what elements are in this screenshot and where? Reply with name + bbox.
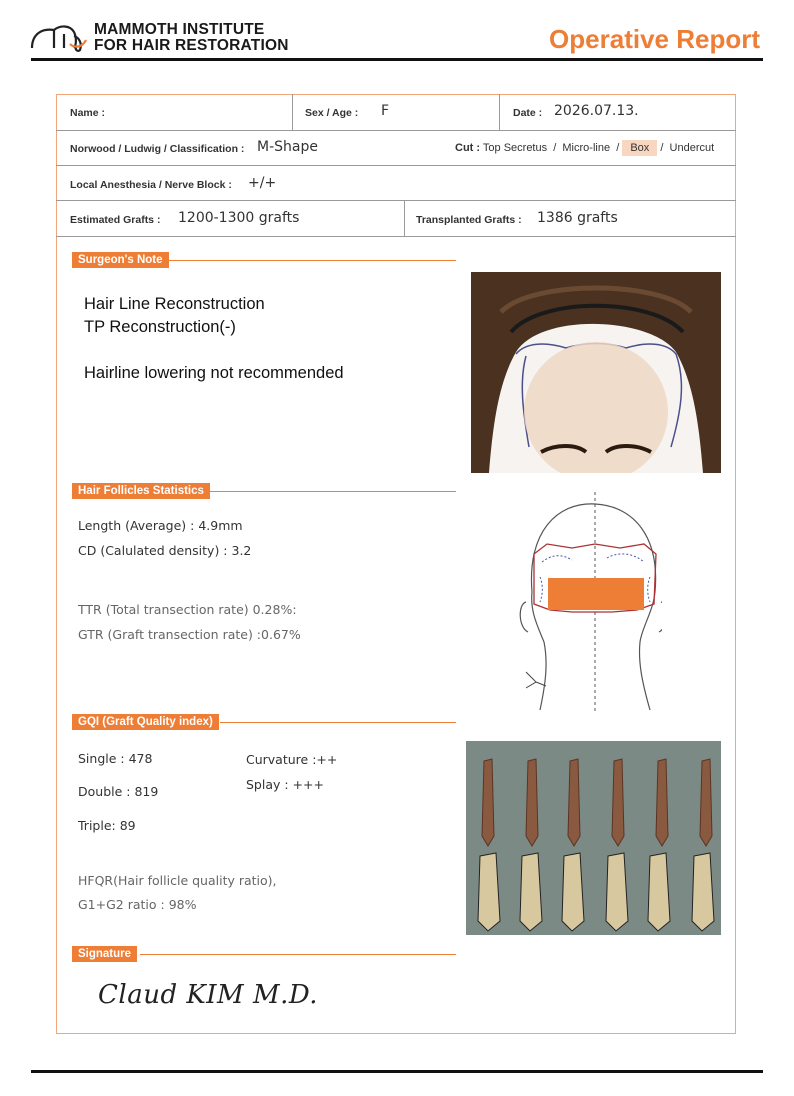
sex-age-field[interactable]: F: [381, 103, 390, 119]
grafts-photo: [466, 741, 721, 935]
gqi-curvature: Curvature :++: [246, 752, 338, 767]
total-transection-rate: TTR (Total transection rate) 0.28%:: [78, 602, 297, 617]
col-divider: [404, 200, 405, 236]
section-rule: [220, 722, 456, 723]
cut-options: Cut : Top Secretus / Micro-line / Box / Undercut: [455, 142, 715, 154]
footer-rule: [31, 1070, 763, 1073]
row-divider: [56, 165, 736, 166]
col-divider: [292, 94, 293, 130]
mammoth-logo-icon: [30, 22, 88, 52]
hfqr-line2: G1+G2 ratio : 98%: [78, 897, 197, 912]
note-line: [84, 339, 344, 362]
sex-age-label: Sex / Age :: [305, 107, 359, 119]
cut-label: Cut :: [455, 142, 481, 154]
header-rule: [31, 58, 763, 61]
institute-name-line2: FOR HAIR RESTORATION: [94, 37, 289, 54]
surgeons-note-text: [84, 293, 344, 385]
hairline-photo: [471, 272, 721, 473]
row-divider: [56, 130, 736, 131]
note-line: TP Reconstruction(-): [84, 318, 236, 336]
note-line: Hairline lowering not recommended: [84, 364, 344, 382]
donor-box: [548, 578, 644, 610]
classification-label: Norwood / Ludwig / Classification :: [70, 143, 245, 155]
estimated-grafts-label: Estimated Grafts :: [70, 214, 161, 226]
gqi-heading: GQI (Graft Quality index): [72, 714, 219, 730]
section-rule: [166, 260, 456, 261]
gqi-splay: Splay : +++: [246, 777, 324, 792]
follicle-stats-heading: Hair Follicles Statistics: [72, 483, 210, 499]
col-divider: [499, 94, 500, 130]
section-rule: [208, 491, 456, 492]
classification-field[interactable]: M-Shape: [257, 139, 318, 155]
surgeons-note-heading: Surgeon's Note: [72, 252, 169, 268]
date-field[interactable]: 2026.07.13.: [554, 103, 639, 119]
section-rule: [140, 954, 456, 955]
report-title: Operative Report: [549, 24, 760, 54]
institute-name-line1: MAMMOTH INSTITUTE: [94, 21, 265, 38]
estimated-grafts-field[interactable]: 1200-1300 grafts: [178, 210, 300, 226]
transplanted-grafts-field[interactable]: 1386 grafts: [537, 210, 618, 226]
cut-option-undercut[interactable]: Undercut: [669, 142, 715, 154]
hfqr-line1: HFQR(Hair follicle quality ratio),: [78, 873, 277, 888]
cut-option-box-selected[interactable]: Box: [622, 140, 657, 156]
calculated-density: CD (Calulated density) : 3.2: [78, 543, 252, 558]
name-label: Name :: [70, 107, 106, 119]
gqi-triple: Triple: 89: [78, 818, 136, 833]
row-divider: [56, 236, 736, 237]
gqi-double: Double : 819: [78, 784, 159, 799]
anesthesia-label: Local Anesthesia / Nerve Block :: [70, 179, 232, 191]
signature-heading: Signature: [72, 946, 137, 962]
row-divider: [56, 200, 736, 201]
gqi-single: Single : 478: [78, 751, 153, 766]
date-label: Date :: [513, 107, 543, 119]
cut-option-micro-line[interactable]: Micro-line: [562, 142, 611, 154]
donor-area-diagram: [512, 492, 662, 712]
note-line: Hair Line Reconstruction: [84, 295, 265, 313]
anesthesia-field[interactable]: +/+: [248, 175, 277, 191]
length-average: Length (Average) : 4.9mm: [78, 518, 243, 533]
cut-option-top-secretus[interactable]: Top Secretus: [482, 142, 548, 154]
transplanted-grafts-label: Transplanted Grafts :: [416, 214, 522, 226]
graft-transection-rate: GTR (Graft transection rate) :0.67%: [78, 627, 301, 642]
doctor-signature: Claud KIM M.D.: [98, 980, 319, 1010]
